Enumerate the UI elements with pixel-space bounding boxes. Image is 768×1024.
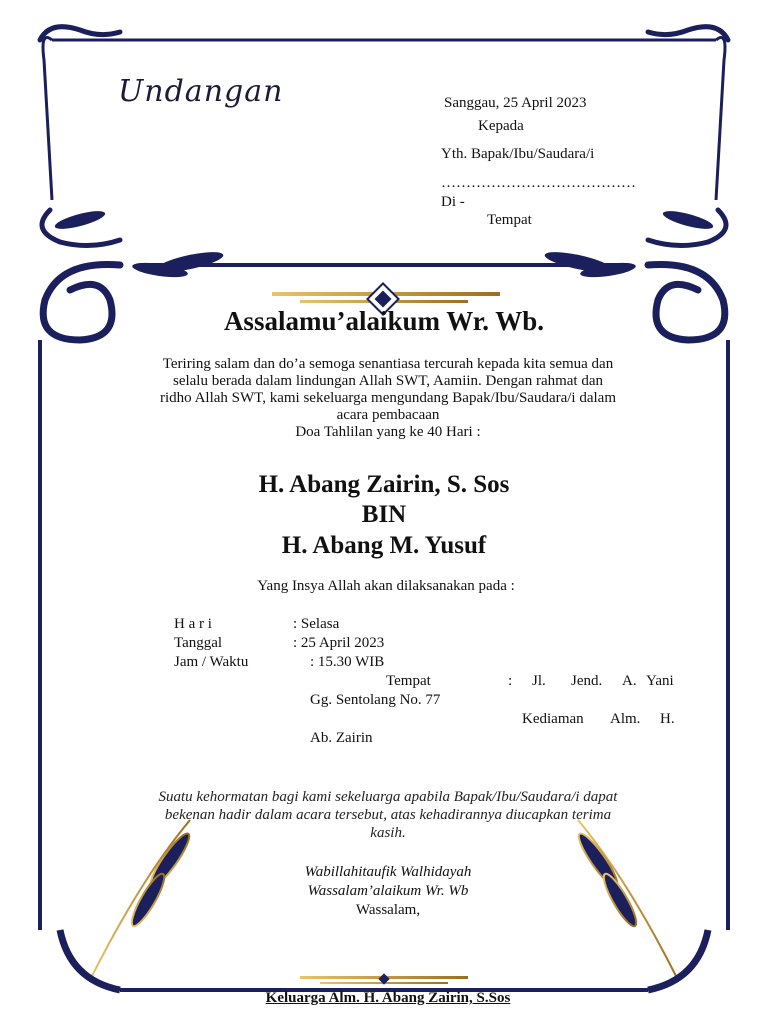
greeting-title: Assalamu’alaikum Wr. Wb. <box>223 306 545 336</box>
logo-text: Undangan <box>118 74 284 109</box>
intro-line: Doa Tahlilan yang ke 40 Hari : <box>295 424 481 440</box>
venue-street: Gg. Sentolang No. 77 <box>310 692 441 708</box>
time-label: Jam / Waktu <box>174 654 249 670</box>
venue-word: Yani <box>646 673 674 689</box>
signoff-line: Wabillahitaufik Walhidayah <box>304 864 472 880</box>
date-label: Tanggal <box>174 635 223 651</box>
venue-word: Kediaman <box>522 711 584 727</box>
venue-label: Tempat <box>386 673 431 689</box>
venue-word: H. <box>660 711 675 727</box>
family-signature: Keluarga Alm. H. Abang Zairin, S.Sos <box>265 990 511 1006</box>
closing-line: kasih. <box>370 825 406 841</box>
top-corner-flourishes <box>40 27 728 246</box>
venue-word: A. <box>622 673 637 689</box>
intro-line: acara pembacaan <box>336 407 440 423</box>
tempat-label: Tempat <box>487 212 532 228</box>
closing-line: bekenan hadir dalam acara tersebut, atas kehadirannya diucapkan terima <box>164 807 612 823</box>
intro-line: ridho Allah SWT, kami sekeluarga mengundang Bapak/Ibu/Saudara/i dalam <box>160 390 616 406</box>
intro-paragraph <box>100 356 676 441</box>
footer-ornament <box>300 973 468 984</box>
day-value: : Selasa <box>293 616 340 632</box>
signoff-line: Wassalam, <box>355 902 421 918</box>
schedule-lead: Yang Insya Allah akan dilaksanakan pada : <box>257 578 515 594</box>
closing-paragraph <box>98 788 678 842</box>
time-value: : 15.30 WIB <box>310 654 385 670</box>
venue-colon: : <box>508 673 513 689</box>
venue-word: Jl. <box>532 673 546 689</box>
top-wheat-sprigs <box>53 207 714 232</box>
closing-line: Suatu kehormatan bagi kami sekeluarga apabila Bapak/Ibu/Saudara/i dapat <box>158 789 618 805</box>
place-date: Sanggau, 25 April 2023 <box>444 95 587 111</box>
recipient-dots: ………………………………… <box>441 175 636 191</box>
date-value: : 25 April 2023 <box>293 635 385 651</box>
intro-line: Teriring salam dan do’a semoga senantiasa tercurah kepada kita semua dan <box>162 356 614 372</box>
undangan-logo <box>100 68 284 118</box>
signoff-line: Wassalam’alaikum Wr. Wb <box>307 883 469 899</box>
deceased-name: H. Abang Zairin, S. Sos <box>258 471 510 498</box>
day-label: H a r i <box>174 616 212 632</box>
bin-label: BIN <box>361 501 407 528</box>
venue-owner: Ab. Zairin <box>310 730 373 746</box>
recipient: Yth. Bapak/Ibu/Saudara/i <box>441 146 595 162</box>
kepada-label: Kepada <box>478 118 524 134</box>
intro-line: selalu berada dalam lindungan Allah SWT, Aamiin. Dengan rahmat dan <box>172 373 603 389</box>
venue-word: Alm. <box>610 711 641 727</box>
venue-word: Jend. <box>571 673 603 689</box>
father-name: H. Abang M. Yusuf <box>281 532 487 559</box>
di-label: Di - <box>441 194 465 210</box>
